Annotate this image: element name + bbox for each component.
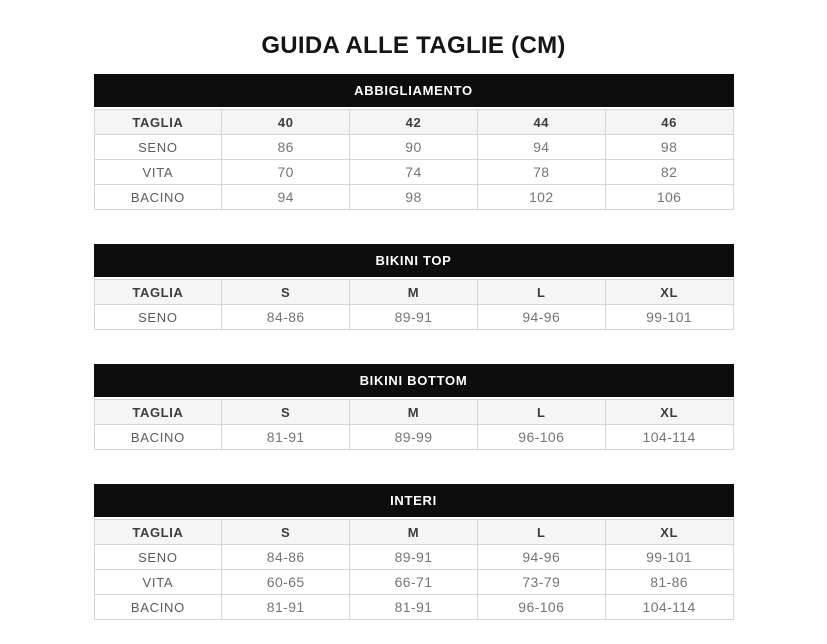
column-header-size: XL	[605, 280, 733, 305]
column-header-size: XL	[605, 520, 733, 545]
size-value-cell: 81-91	[222, 425, 350, 450]
column-header-row	[94, 280, 733, 305]
size-value-cell: 89-99	[350, 425, 478, 450]
size-value-cell: 96-106	[477, 425, 605, 450]
column-header-row	[94, 110, 733, 135]
column-header-size: M	[350, 520, 478, 545]
column-header-size: S	[222, 520, 350, 545]
size-value-cell: 99-101	[605, 305, 733, 330]
section-interi	[94, 484, 734, 620]
table-row	[94, 545, 733, 570]
table-row	[94, 570, 733, 595]
size-value-cell: 73-79	[477, 570, 605, 595]
size-value-cell: 99-101	[605, 545, 733, 570]
table-title-band: BIKINI BOTTOM	[94, 364, 734, 397]
size-value-cell: 96-106	[477, 595, 605, 620]
table-row	[94, 425, 733, 450]
size-tables-container	[94, 74, 734, 620]
size-value-cell: 70	[222, 160, 350, 185]
row-label-cell: BACINO	[94, 185, 222, 210]
table-row	[94, 595, 733, 620]
size-value-cell: 94	[222, 185, 350, 210]
table-row	[94, 135, 733, 160]
size-value-cell: 98	[350, 185, 478, 210]
size-value-cell: 81-91	[222, 595, 350, 620]
size-value-cell: 104-114	[605, 595, 733, 620]
size-value-cell: 78	[477, 160, 605, 185]
size-value-cell: 102	[477, 185, 605, 210]
size-value-cell: 94	[477, 135, 605, 160]
row-label-cell: BACINO	[94, 425, 222, 450]
size-value-cell: 60-65	[222, 570, 350, 595]
column-header-taglia: TAGLIA	[94, 400, 222, 425]
size-value-cell: 98	[605, 135, 733, 160]
column-header-row	[94, 400, 733, 425]
column-header-size: XL	[605, 400, 733, 425]
size-value-cell: 82	[605, 160, 733, 185]
size-value-cell: 81-86	[605, 570, 733, 595]
column-header-size: 46	[605, 110, 733, 135]
column-header-size: 40	[222, 110, 350, 135]
table-title-band: BIKINI TOP	[94, 244, 734, 277]
size-value-cell: 66-71	[350, 570, 478, 595]
column-header-row	[94, 520, 733, 545]
column-header-size: M	[350, 280, 478, 305]
size-table-bikini-top	[94, 279, 734, 330]
column-header-taglia: TAGLIA	[94, 110, 222, 135]
column-header-size: S	[222, 280, 350, 305]
table-row	[94, 160, 733, 185]
table-title-band: INTERI	[94, 484, 734, 517]
row-label-cell: SENO	[94, 135, 222, 160]
row-label-cell: SENO	[94, 545, 222, 570]
column-header-size: L	[477, 280, 605, 305]
section-abbigliamento	[94, 74, 734, 210]
size-value-cell: 84-86	[222, 545, 350, 570]
section-bikini-bottom	[94, 364, 734, 450]
column-header-taglia: TAGLIA	[94, 280, 222, 305]
column-header-size: L	[477, 520, 605, 545]
size-value-cell: 104-114	[605, 425, 733, 450]
size-table-abbigliamento	[94, 109, 734, 210]
size-value-cell: 94-96	[477, 305, 605, 330]
size-value-cell: 74	[350, 160, 478, 185]
table-row	[94, 305, 733, 330]
size-value-cell: 89-91	[350, 305, 478, 330]
column-header-size: S	[222, 400, 350, 425]
row-label-cell: VITA	[94, 570, 222, 595]
size-table-interi	[94, 519, 734, 620]
size-value-cell: 81-91	[350, 595, 478, 620]
row-label-cell: VITA	[94, 160, 222, 185]
size-value-cell: 86	[222, 135, 350, 160]
size-table-bikini-bottom	[94, 399, 734, 450]
column-header-size: M	[350, 400, 478, 425]
size-value-cell: 106	[605, 185, 733, 210]
row-label-cell: BACINO	[94, 595, 222, 620]
section-bikini-top	[94, 244, 734, 330]
size-value-cell: 90	[350, 135, 478, 160]
row-label-cell: SENO	[94, 305, 222, 330]
table-row	[94, 185, 733, 210]
column-header-size: 44	[477, 110, 605, 135]
column-header-size: L	[477, 400, 605, 425]
size-value-cell: 89-91	[350, 545, 478, 570]
size-value-cell: 84-86	[222, 305, 350, 330]
size-value-cell: 94-96	[477, 545, 605, 570]
table-title-band: ABBIGLIAMENTO	[94, 74, 734, 107]
column-header-taglia: TAGLIA	[94, 520, 222, 545]
column-header-size: 42	[350, 110, 478, 135]
page-title: GUIDA ALLE TAGLIE (CM)	[261, 32, 566, 59]
